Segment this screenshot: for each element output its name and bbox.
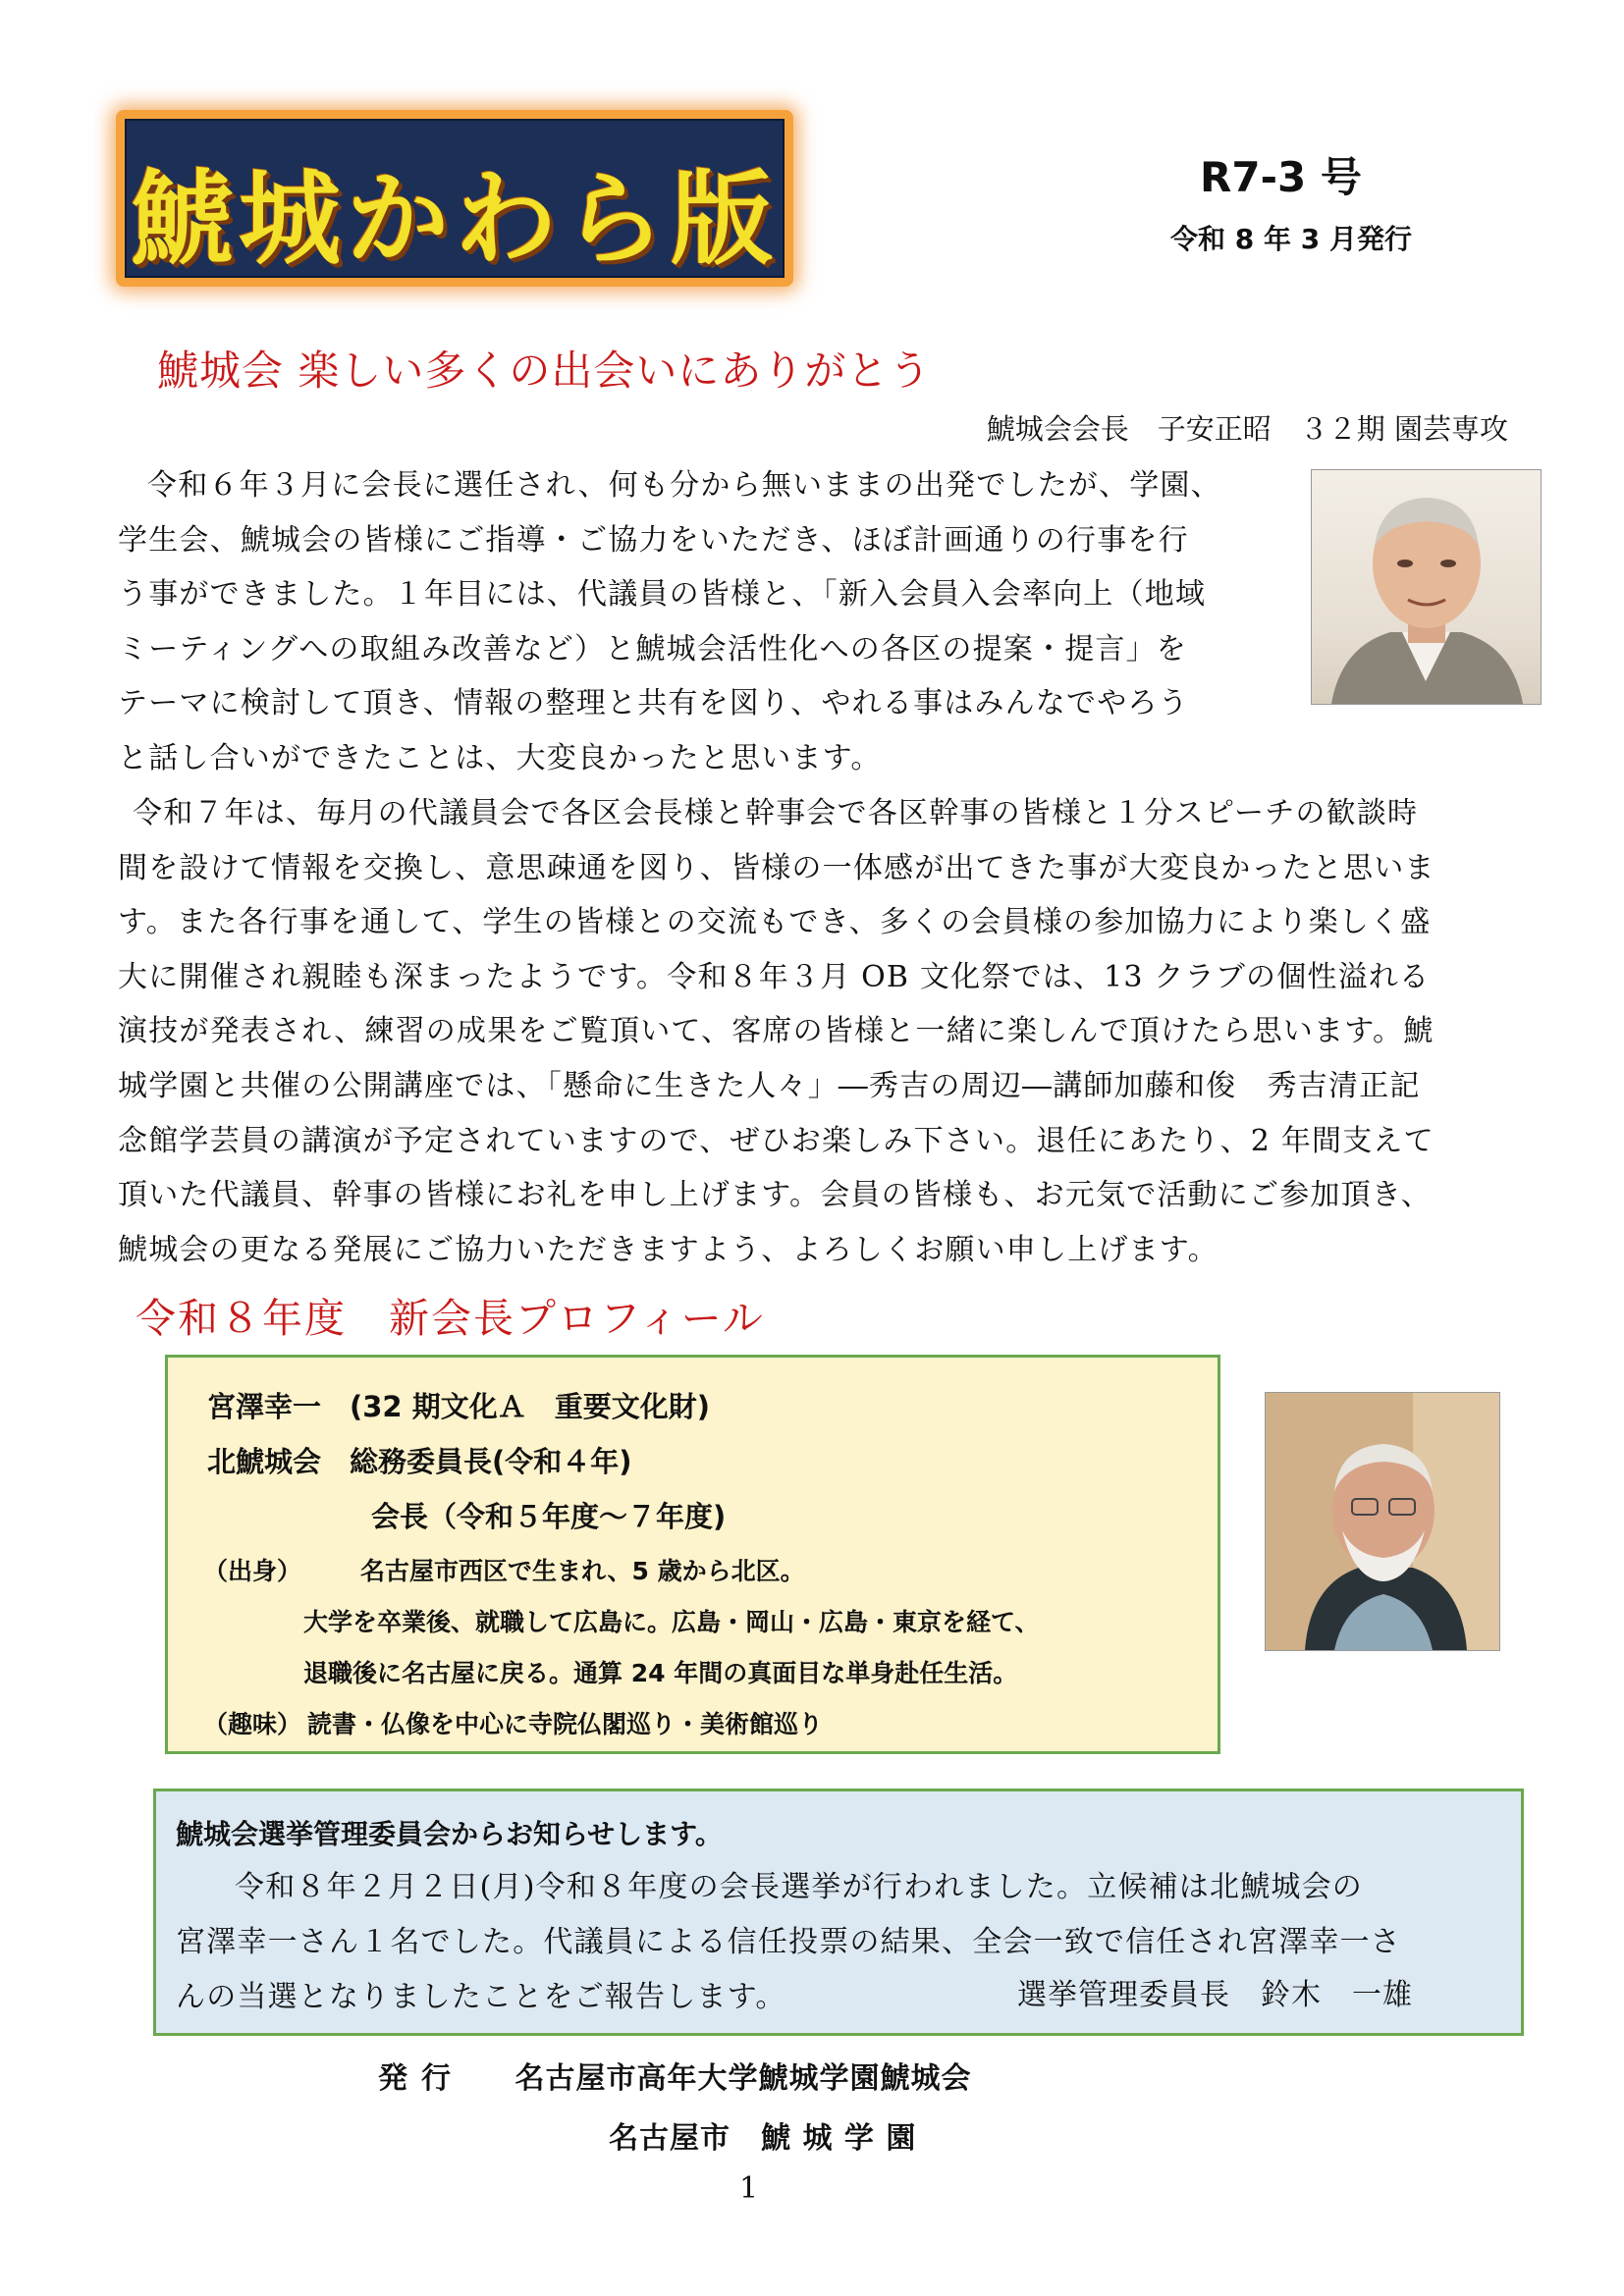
- profile-name: 宮澤幸一 (32 期文化Ａ 重要文化財): [207, 1390, 710, 1423]
- notice-signature: 選挙管理委員長 鈴木 一雄: [1017, 1978, 1413, 2012]
- paragraph-line: 城学園と共催の公開講座では、「懸命に生きた人々」―秀吉の周辺―講師加藤和俊 秀吉清正記: [118, 1068, 1421, 1103]
- paragraph-line: と話し合いができたことは、大変良かったと思います。: [118, 740, 882, 775]
- paragraph-line: す。また各行事を通して、学生の皆様との交流もでき、多くの会員様の参加協力により楽しく盛: [118, 905, 1432, 940]
- paragraph-line: う事ができました。１年目には、代議員の皆様と、「新入会員入会率向上（地域: [118, 577, 1207, 613]
- chairman-photo: [1311, 469, 1542, 705]
- profile-hobby: 読書・仏像を中心に寺院仏閣巡り・美術館巡り: [307, 1710, 824, 1738]
- profile-heading: 令和８年度 新会長プロフィール: [135, 1295, 765, 1342]
- masthead-title: 鯱城かわら版: [130, 159, 779, 279]
- election-notice-box: [153, 1789, 1524, 2036]
- profile-box: [165, 1355, 1220, 1754]
- paragraph-line: 演技が発表され、練習の成果をご覧頂いて、客席の皆様と一緒に楽しんで頂けたら思います。鯱: [118, 1014, 1435, 1049]
- notice-line: 宮澤幸一さん１名でした。代議員による信任投票の結果、全会一致で信任され宮澤幸一さ: [176, 1925, 1401, 1959]
- paragraph-line: 大に開催され親睦も深まったようです。令和８年３月 OB 文化祭では、13 クラブの個性溢れる: [118, 959, 1431, 994]
- footer-publisher: 名古屋市高年大学鯱城学園鯱城会: [514, 2061, 972, 2096]
- paragraph-line: 念館学芸員の講演が予定されていますので、ぜひお楽しみ下さい。退任にあたり、2 年間支えて: [118, 1123, 1435, 1158]
- footer-publisher-line: [378, 2054, 971, 2097]
- article-paragraph-1: [118, 458, 1296, 786]
- profile-origin-label: （出身）: [203, 1557, 302, 1585]
- masthead: [116, 110, 793, 287]
- issue-date: 令和 8 年 3 月発行: [1170, 223, 1412, 255]
- masthead-panel: [125, 119, 785, 278]
- paragraph-line: 令和７年は、毎月の代議員会で各区会長様と幹事会で各区幹事の皆様と１分スピーチの歓談時: [133, 796, 1419, 830]
- article-author: 鯱城会会長 子安正昭 ３２期 園芸専攻: [986, 412, 1508, 446]
- paragraph-line: ミーティングへの取組み改善など）と鯱城会活性化への各区の提案・提言」を: [118, 631, 1187, 667]
- profile-origin-line: 大学を卒業後、就職して広島に。広島・岡山・広島・東京を経て、: [303, 1608, 1040, 1636]
- paragraph-line: テーマに検討して頂き、情報の整理と共有を図り、やれる事はみんなでやろう: [118, 686, 1189, 721]
- paragraph-line: 鯱城会の更なる発展にご協力いただきますよう、よろしくお願い申し上げます。: [118, 1232, 1218, 1267]
- profile-hobby-label: （趣味）: [203, 1710, 302, 1738]
- footer-label: 発行: [378, 2061, 464, 2096]
- profile-org-2: 会長（令和５年度～７年度): [371, 1500, 727, 1533]
- paragraph-line: 学生会、鯱城会の皆様にご指導・ご協力をいただき、ほぼ計画通りの行事を行: [118, 522, 1189, 558]
- chairman-portrait-image: [1312, 470, 1541, 704]
- notice-line: 令和８年２月２日(月)令和８年度の会長選挙が行われました。立候補は北鯱城会の: [235, 1870, 1364, 1904]
- notice-line: んの当選となりましたことをご報告します。: [176, 1980, 786, 2014]
- article-headline: 鯱城会 楽しい多くの出会いにありがとう: [157, 347, 932, 395]
- paragraph-line: 頂いた代議員、幹事の皆様にお礼を申し上げます。会員の皆様も、お元気で活動にご参加頂き、: [118, 1178, 1432, 1213]
- page-number: 1: [739, 2171, 759, 2206]
- profile-origin-line: 退職後に名古屋に戻る。通算 24 年間の真面目な単身赴任生活。: [303, 1659, 1018, 1687]
- footer-address: 名古屋市 鯱 城 学 園: [609, 2121, 917, 2156]
- new-chairman-photo: [1265, 1392, 1500, 1651]
- new-chairman-portrait-image: [1266, 1393, 1499, 1650]
- profile-origin-line: 名古屋市西区で生まれ、5 歳から北区。: [360, 1557, 805, 1585]
- article-paragraph-2: [118, 786, 1512, 1277]
- paragraph-line: 間を設けて情報を交換し、意思疎通を図り、皆様の一体感が出てきた事が大変良かったと思いま: [118, 850, 1435, 885]
- profile-org-1: 北鯱城会 総務委員長(令和４年): [207, 1445, 632, 1478]
- paragraph-line: 令和６年３月に会長に選任され、何も分から無いままの出発でしたが、学園、: [147, 468, 1221, 503]
- notice-title: 鯱城会選挙管理委員会からお知らせします。: [176, 1818, 723, 1850]
- issue-number: R7-3 号: [1200, 153, 1362, 201]
